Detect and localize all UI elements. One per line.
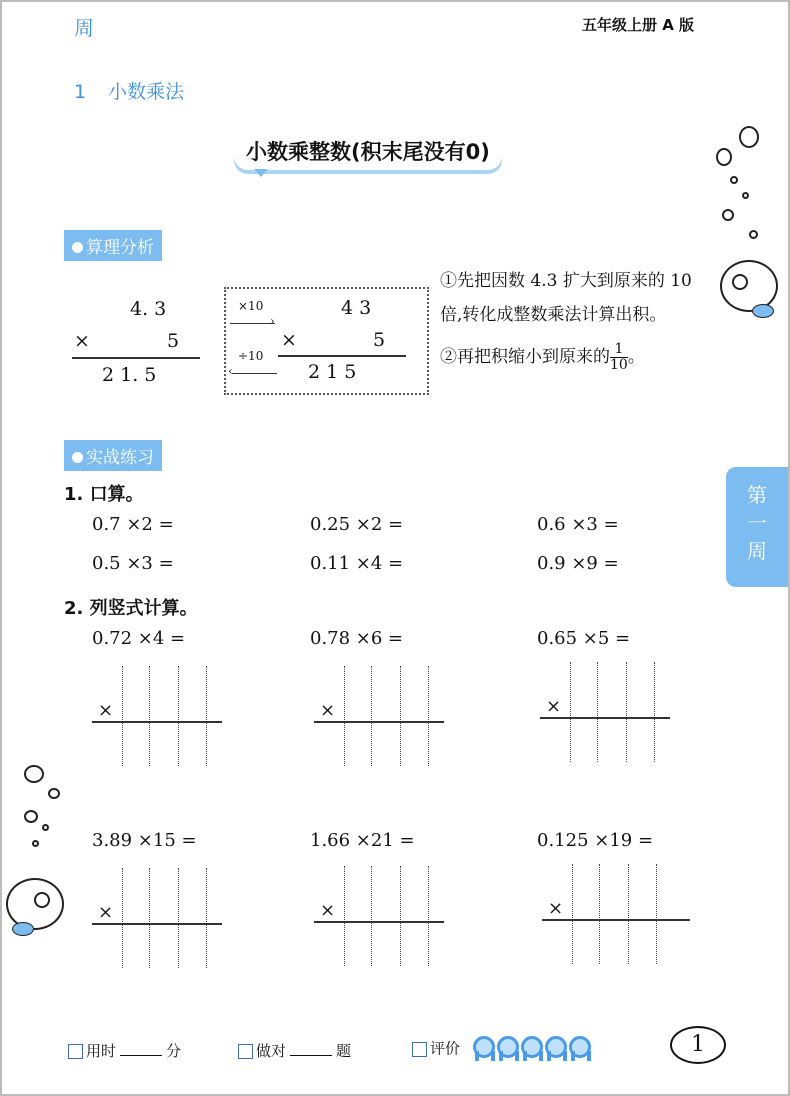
checkbox-icon[interactable] — [68, 1044, 83, 1059]
product: 2 1. 5 — [102, 364, 157, 386]
tab-char: 周 — [747, 539, 767, 563]
bullet-icon — [72, 242, 83, 253]
oral-item: 0.5 ×3 = — [92, 553, 174, 574]
times-sign: × — [281, 329, 297, 351]
left-arrow-icon — [232, 373, 277, 374]
step-2-text: ②再把积缩小到原来的 — [440, 347, 610, 367]
rule — [72, 357, 200, 359]
tab-char: 一 — [747, 511, 767, 535]
times-sign: × — [74, 330, 90, 352]
factor-b: 5 — [373, 329, 386, 351]
oral-item: 0.11 ×4 = — [310, 553, 404, 574]
fraction — [610, 342, 628, 373]
vertical-item: 0.65 ×5 = — [537, 628, 631, 649]
tab-char: 第 — [747, 483, 767, 507]
unit-name: 小数乘法 — [108, 81, 185, 103]
oral-item: 0.25 ×2 = — [310, 514, 404, 535]
right-arrow-icon — [230, 323, 275, 324]
period: 。 — [627, 347, 645, 367]
medal-icon[interactable] — [519, 1036, 539, 1062]
section-practice — [64, 440, 162, 471]
time-label: 用时 — [86, 1042, 117, 1060]
correct-blank[interactable] — [290, 1055, 332, 1056]
week-side-tab[interactable] — [726, 467, 788, 587]
times-sign: × — [546, 696, 562, 717]
section-label: 实战练习 — [86, 448, 154, 468]
rule — [278, 355, 406, 357]
week-label: 周 — [74, 16, 94, 40]
answer-grid[interactable] — [92, 666, 232, 766]
times-sign: × — [320, 700, 336, 721]
factor-a: 4. 3 — [130, 298, 167, 320]
page-number: 1 — [670, 1026, 726, 1064]
step-1: ①先把因数 4.3 扩大到原来的 10 倍,转化成整数乘法计算出积。 — [440, 271, 692, 325]
numerator: 1 — [610, 342, 628, 358]
times-sign: × — [548, 898, 564, 919]
times-sign: × — [320, 900, 336, 921]
medal-icon[interactable] — [567, 1036, 587, 1062]
factor-b: 5 — [167, 330, 180, 352]
conversion-box: ×10 › ÷10 ‹ 4 3 × 5 2 1 5 — [224, 287, 429, 395]
oral-item: 0.7 ×2 = — [92, 514, 174, 535]
medal-icon[interactable] — [471, 1036, 491, 1062]
unit-heading — [74, 77, 206, 104]
correct-field[interactable] — [238, 1040, 351, 1061]
times-sign: × — [98, 902, 114, 923]
times-sign: × — [98, 700, 114, 721]
fish-illustration-icon — [720, 260, 778, 312]
answer-grid[interactable] — [92, 868, 232, 968]
step-2 — [440, 340, 702, 374]
oral-item: 0.6 ×3 = — [537, 514, 619, 535]
fish-illustration-icon — [6, 878, 64, 930]
medal-icon[interactable] — [495, 1036, 515, 1062]
section-analysis — [64, 230, 162, 261]
rating-field — [412, 1036, 591, 1062]
time-blank[interactable] — [120, 1055, 162, 1056]
answer-grid[interactable] — [540, 662, 680, 762]
unit-number: 1 — [74, 81, 87, 103]
product: 2 1 5 — [308, 361, 357, 383]
vertical-item: 0.78 ×6 = — [310, 628, 404, 649]
rating-label: 评价 — [430, 1039, 461, 1058]
times-ten-label: ×10 — [238, 299, 264, 313]
vertical-item: 0.125 ×19 = — [537, 830, 654, 851]
explanation — [440, 264, 702, 374]
factor-a: 4 3 — [341, 297, 372, 319]
time-field[interactable] — [68, 1040, 181, 1061]
section-label: 算理分析 — [86, 238, 154, 258]
oral-item: 0.9 ×9 = — [537, 553, 619, 574]
bullet-icon — [72, 452, 83, 463]
checkbox-icon[interactable] — [238, 1044, 253, 1059]
vertical-item: 3.89 ×15 = — [92, 830, 197, 851]
book-label: 五年级上册 A 版 — [582, 16, 695, 34]
time-unit: 分 — [166, 1042, 182, 1060]
checkbox-icon[interactable] — [412, 1042, 427, 1057]
answer-grid[interactable] — [314, 666, 454, 766]
medal-icon[interactable] — [543, 1036, 563, 1062]
correct-unit: 题 — [336, 1042, 352, 1060]
divide-ten-label: ÷10 — [238, 349, 264, 363]
vertical-item: 0.72 ×4 = — [92, 628, 186, 649]
correct-label: 做对 — [256, 1042, 287, 1060]
answer-grid[interactable] — [314, 866, 454, 966]
question-2-title: 2. 列竖式计算。 — [64, 598, 198, 619]
vertical-item: 1.66 ×21 = — [310, 830, 415, 851]
answer-grid[interactable] — [542, 864, 682, 964]
question-1-title: 1. 口算。 — [64, 484, 144, 505]
denominator: 10 — [610, 357, 628, 373]
lesson-title: 小数乘整数(积末尾没有0) — [234, 132, 502, 170]
